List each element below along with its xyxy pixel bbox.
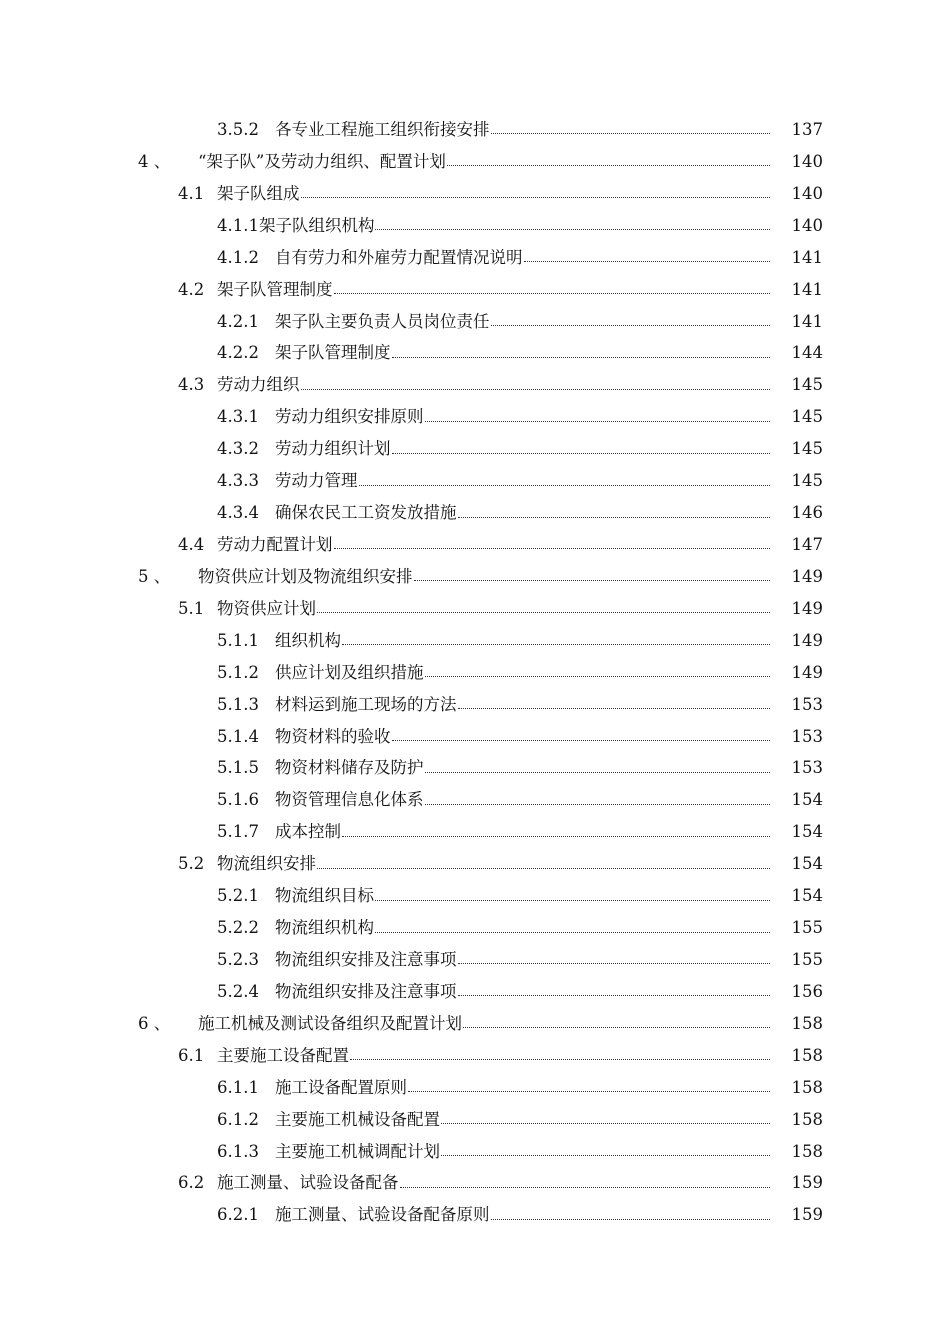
toc-entry-page: 149	[791, 630, 823, 650]
toc-entry-page: 155	[791, 949, 823, 969]
toc-entry-label	[217, 912, 770, 944]
toc-entry-page: 140	[791, 151, 823, 171]
toc-entry-number: 6 、	[138, 1013, 171, 1033]
toc-entry-number: 5 、	[138, 566, 171, 586]
toc-entry[interactable]	[0, 1199, 950, 1231]
toc-entry-number: 5.2.1	[217, 886, 259, 906]
toc-entry-label	[178, 274, 770, 306]
toc-entry-title: 物流组织安排	[217, 854, 316, 874]
toc-entry-page: 153	[791, 694, 823, 714]
toc-entry-page: 141	[791, 311, 823, 331]
toc-entry-title: 物资供应计划	[217, 598, 316, 618]
toc-entry[interactable]	[0, 816, 950, 848]
toc-entry-label	[138, 561, 770, 593]
toc-entry-title: 物资材料的验收	[275, 726, 391, 746]
toc-entry-label	[217, 816, 770, 848]
toc-entry-page: 154	[791, 854, 823, 874]
toc-entry[interactable]	[0, 401, 950, 433]
toc-entry-title: 架子队管理制度	[275, 343, 391, 363]
toc-entry-page: 159	[791, 1173, 823, 1193]
dot-leader	[491, 325, 771, 326]
toc-entry-number: 5.2.3	[217, 949, 259, 969]
toc-entry-page: 158	[791, 1013, 823, 1033]
toc-entry[interactable]	[0, 1104, 950, 1136]
toc-entry-title: 施工设备配置原则	[275, 1077, 407, 1097]
toc-entry[interactable]	[0, 976, 950, 1008]
toc-entry[interactable]	[0, 433, 950, 465]
toc-entry[interactable]	[0, 784, 950, 816]
toc-entry-number: 5.2.2	[217, 918, 259, 938]
toc-entry-title: 施工机械及测试设备组织及配置计划	[198, 1013, 462, 1033]
toc-entry-number: 4.3.1	[217, 407, 259, 427]
toc-entry-page: 149	[791, 662, 823, 682]
dot-leader	[400, 1187, 771, 1188]
dot-leader	[447, 165, 770, 166]
toc-entry-title: 架子队组织机构	[258, 215, 375, 235]
toc-entry-page: 158	[791, 1141, 823, 1161]
dot-leader	[458, 708, 771, 709]
toc-entry-label	[217, 210, 770, 242]
toc-entry-label	[138, 1008, 770, 1040]
table-of-contents	[0, 114, 950, 1231]
toc-entry[interactable]	[0, 274, 950, 306]
toc-entry-label	[217, 880, 770, 912]
toc-entry-number: 5.1.4	[217, 726, 259, 746]
toc-entry-number: 4.2	[178, 279, 205, 299]
toc-entry-number: 4.1	[178, 183, 205, 203]
toc-entry-title: 劳动力配置计划	[217, 534, 333, 554]
dot-leader	[334, 548, 771, 549]
toc-entry-number: 5.1.5	[217, 758, 259, 778]
toc-entry-label	[178, 848, 770, 880]
toc-entry-page: 158	[791, 1045, 823, 1065]
toc-entry-page: 149	[791, 566, 823, 586]
dot-leader	[425, 421, 771, 422]
toc-entry-label	[138, 146, 770, 178]
toc-entry[interactable]	[0, 848, 950, 880]
toc-entry-label	[217, 657, 770, 689]
toc-entry-title: 劳动力组织安排原则	[275, 407, 424, 427]
toc-entry-page: 145	[791, 375, 823, 395]
toc-entry-label	[217, 337, 770, 369]
dot-leader	[317, 612, 770, 613]
toc-entry-number: 6.1	[178, 1045, 205, 1065]
toc-entry-page: 153	[791, 726, 823, 746]
dot-leader	[463, 1027, 770, 1028]
dot-leader	[414, 580, 771, 581]
toc-entry-label	[217, 114, 770, 146]
dot-leader	[441, 1123, 770, 1124]
dot-leader	[458, 517, 771, 518]
toc-entry-number: 5.1.1	[217, 630, 259, 650]
toc-entry-number: 4.4	[178, 534, 205, 554]
toc-entry-number: 4.2.1	[217, 311, 259, 331]
toc-entry-label	[217, 497, 770, 529]
dot-leader	[375, 900, 770, 901]
dot-leader	[425, 804, 771, 805]
toc-entry-label	[217, 944, 770, 976]
toc-entry-number: 4.3.4	[217, 503, 259, 523]
toc-entry-page: 140	[791, 183, 823, 203]
toc-entry-label	[217, 1199, 770, 1231]
dot-leader	[375, 932, 770, 933]
toc-entry[interactable]	[0, 689, 950, 721]
toc-entry-number: 5.2.4	[217, 981, 259, 1001]
dot-leader	[342, 644, 770, 645]
toc-entry[interactable]	[0, 593, 950, 625]
toc-entry-title: 劳动力组织计划	[275, 439, 391, 459]
toc-entry-number: 5.1.3	[217, 694, 259, 714]
toc-entry-page: 149	[791, 598, 823, 618]
toc-entry-label	[217, 689, 770, 721]
toc-entry-number: 4 、	[138, 151, 171, 171]
toc-entry-page: 147	[791, 534, 823, 554]
toc-entry-number: 4.2.2	[217, 343, 259, 363]
toc-entry-number: 4.3	[178, 375, 205, 395]
toc-entry[interactable]	[0, 657, 950, 689]
dot-leader	[408, 1091, 770, 1092]
dot-leader	[334, 293, 771, 294]
toc-entry-title: 物流组织安排及注意事项	[275, 981, 457, 1001]
toc-entry-label	[217, 721, 770, 753]
toc-entry-label	[178, 178, 770, 210]
toc-entry[interactable]	[0, 912, 950, 944]
toc-entry[interactable]	[0, 1072, 950, 1104]
dot-leader	[392, 453, 771, 454]
toc-entry-number: 4.3.3	[217, 471, 259, 491]
toc-entry-label	[217, 465, 770, 497]
toc-entry-title: 主要施工设备配置	[217, 1045, 349, 1065]
toc-entry-page: 141	[791, 279, 823, 299]
dot-leader	[425, 676, 771, 677]
dot-leader	[458, 995, 771, 996]
toc-entry-label	[178, 593, 770, 625]
toc-entry-page: 159	[791, 1205, 823, 1225]
toc-entry-number: 5.2	[178, 854, 205, 874]
toc-entry-title: 物流组织安排及注意事项	[275, 949, 457, 969]
toc-entry-title: 供应计划及组织措施	[275, 662, 424, 682]
toc-entry-page: 145	[791, 407, 823, 427]
dot-leader	[342, 836, 770, 837]
toc-entry[interactable]	[0, 306, 950, 338]
toc-entry-page: 141	[791, 247, 823, 267]
dot-leader	[301, 197, 771, 198]
toc-entry-number: 3.5.2	[217, 120, 259, 139]
toc-entry-title: 材料运到施工现场的方法	[275, 694, 457, 714]
toc-entry[interactable]	[0, 369, 950, 401]
toc-entry-page: 137	[791, 120, 823, 139]
dot-leader	[359, 485, 771, 486]
toc-entry[interactable]	[0, 880, 950, 912]
toc-entry-label	[178, 529, 770, 561]
toc-entry-title: 物流组织机构	[275, 918, 374, 938]
toc-entry-page: 154	[791, 790, 823, 810]
toc-entry-number: 4.3.2	[217, 439, 259, 459]
toc-entry-page: 144	[791, 343, 823, 363]
dot-leader	[491, 133, 771, 134]
toc-entry[interactable]	[0, 242, 950, 274]
toc-entry-label	[217, 401, 770, 433]
toc-entry-title: 物资材料储存及防护	[275, 758, 424, 778]
toc-entry-label	[217, 1104, 770, 1136]
dot-leader	[458, 963, 771, 964]
dot-leader	[375, 229, 770, 230]
dot-leader	[524, 261, 771, 262]
toc-entry[interactable]	[0, 752, 950, 784]
dot-leader	[392, 357, 771, 358]
dot-leader	[350, 1059, 770, 1060]
toc-entry-title: 确保农民工工资发放措施	[275, 503, 457, 523]
toc-entry[interactable]	[0, 1040, 950, 1072]
dot-leader	[301, 389, 771, 390]
toc-entry[interactable]	[0, 178, 950, 210]
toc-entry-title: 主要施工机械设备配置	[275, 1109, 440, 1129]
dot-leader	[425, 772, 771, 773]
toc-entry[interactable]	[0, 465, 950, 497]
toc-entry-page: 140	[791, 215, 823, 235]
toc-entry-title: 物资供应计划及物流组织安排	[198, 566, 413, 586]
toc-entry-page: 154	[791, 822, 823, 842]
toc-entry-title: 架子队组成	[217, 183, 300, 203]
dot-leader	[441, 1155, 770, 1156]
toc-entry-page: 145	[791, 439, 823, 459]
toc-entry[interactable]	[0, 114, 950, 146]
toc-entry-title: 劳动力组织	[217, 375, 300, 395]
toc-entry-title: 物流组织目标	[275, 886, 374, 906]
toc-entry-title: 架子队管理制度	[217, 279, 333, 299]
toc-entry-label	[217, 784, 770, 816]
toc-entry-title: “架子队”及劳动力组织、配置计划	[198, 151, 446, 171]
toc-entry-title: 施工测量、试验设备配备	[217, 1173, 399, 1193]
toc-entry-page: 146	[791, 503, 823, 523]
toc-entry-title: 架子队主要负责人员岗位责任	[275, 311, 490, 331]
toc-entry[interactable]	[0, 1136, 950, 1168]
toc-entry-title: 各专业工程施工组织衔接安排	[275, 120, 490, 139]
toc-entry-label	[178, 1167, 770, 1199]
toc-entry[interactable]	[0, 210, 950, 242]
toc-entry-number: 6.2	[178, 1173, 205, 1193]
toc-entry-page: 145	[791, 471, 823, 491]
toc-entry-label	[217, 625, 770, 657]
toc-entry-title: 施工测量、试验设备配备原则	[275, 1205, 490, 1225]
toc-entry-label	[217, 752, 770, 784]
toc-entry-number: 4.1.1	[217, 215, 259, 235]
toc-entry-page: 153	[791, 758, 823, 778]
toc-entry-number: 5.1	[178, 598, 205, 618]
toc-entry[interactable]	[0, 337, 950, 369]
toc-entry-title: 物资管理信息化体系	[275, 790, 424, 810]
toc-entry-title: 主要施工机械调配计划	[275, 1141, 440, 1161]
toc-entry-number: 4.1.2	[217, 247, 259, 267]
dot-leader	[317, 868, 770, 869]
toc-entry-title: 成本控制	[275, 822, 341, 842]
toc-entry-number: 6.1.1	[217, 1077, 259, 1097]
toc-entry[interactable]	[0, 146, 950, 178]
toc-entry[interactable]	[0, 561, 950, 593]
toc-entry[interactable]	[0, 721, 950, 753]
toc-entry-number: 6.1.3	[217, 1141, 259, 1161]
toc-entry-label	[178, 1040, 770, 1072]
toc-entry-page: 154	[791, 886, 823, 906]
dot-leader	[392, 740, 771, 741]
toc-entry-title: 自有劳力和外雇劳力配置情况说明	[275, 247, 523, 267]
toc-entry-label	[217, 1136, 770, 1168]
toc-entry-page: 155	[791, 918, 823, 938]
toc-entry[interactable]	[0, 944, 950, 976]
toc-entry-page: 156	[791, 981, 823, 1001]
toc-entry-number: 5.1.6	[217, 790, 259, 810]
toc-entry[interactable]	[0, 497, 950, 529]
toc-entry-number: 5.1.2	[217, 662, 259, 682]
toc-entry[interactable]	[0, 529, 950, 561]
toc-entry[interactable]	[0, 625, 950, 657]
toc-entry-label	[217, 976, 770, 1008]
toc-entry-title: 组织机构	[275, 630, 341, 650]
toc-entry-page: 158	[791, 1077, 823, 1097]
toc-entry-number: 6.2.1	[217, 1205, 259, 1225]
toc-entry-label	[217, 306, 770, 338]
toc-entry-title: 劳动力管理	[275, 471, 358, 491]
toc-entry-label	[217, 242, 770, 274]
toc-entry[interactable]	[0, 1008, 950, 1040]
toc-entry[interactable]	[0, 1167, 950, 1199]
toc-entry-label	[217, 433, 770, 465]
toc-entry-page: 158	[791, 1109, 823, 1129]
toc-entry-number: 6.1.2	[217, 1109, 259, 1129]
toc-entry-number: 5.1.7	[217, 822, 259, 842]
toc-entry-label	[178, 369, 770, 401]
dot-leader	[491, 1219, 771, 1220]
toc-entry-label	[217, 1072, 770, 1104]
